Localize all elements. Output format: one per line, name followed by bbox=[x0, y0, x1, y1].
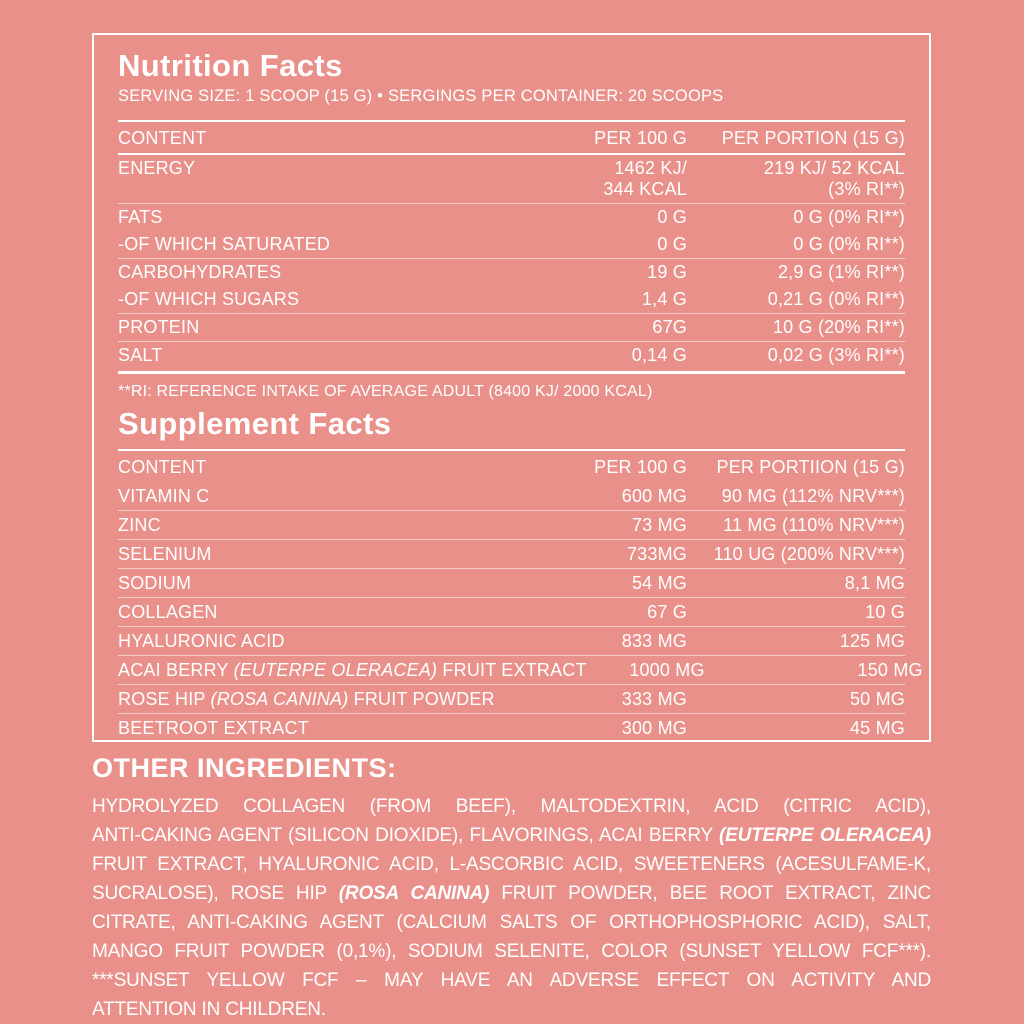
other-ingredients-section bbox=[92, 753, 931, 1024]
table-row bbox=[118, 568, 905, 597]
text-segment: FRUIT EXTRACT, HYALURONIC ACID, L-ASCORBIC ACID, SWEETENERS (ACESULFAME-K, bbox=[92, 854, 931, 875]
table-row bbox=[118, 155, 905, 203]
per-portion-value: 0 G (0% RI**) bbox=[793, 207, 905, 227]
serving-size-line: SERVING SIZE: 1 SCOOP (15 G) • SERGINGS PER CONTAINER: 20 SCOOPS bbox=[118, 87, 724, 105]
text-segment: SELENIUM bbox=[118, 543, 212, 564]
row-label bbox=[118, 631, 569, 652]
row-label bbox=[118, 573, 569, 594]
text-segment: ANTI-CAKING AGENT (SILICON DIOXIDE), FLAVORINGS, ACAI BERRY bbox=[92, 825, 720, 846]
text-segment: MANGO FRUIT POWDER (0,1%), SODIUM SELENITE, COLOR (SUNSET YELLOW FCF***). bbox=[92, 941, 931, 962]
row-label bbox=[118, 660, 587, 681]
per-100g-value: 300 MG bbox=[621, 717, 687, 738]
text-segment: ATTENTION IN CHILDREN. bbox=[92, 999, 326, 1020]
ingredients-line bbox=[92, 908, 931, 937]
table-row bbox=[118, 258, 905, 286]
per-portion-value: 219 KJ/ 52 KCAL (3% RI**) bbox=[763, 158, 905, 199]
facts-panel bbox=[92, 33, 931, 742]
per-100g-value: 0 G bbox=[657, 207, 687, 227]
text-segment: FATS bbox=[118, 207, 163, 227]
per-portion-value: 2,9 G (1% RI**) bbox=[777, 262, 905, 282]
supplement-facts-title: Supplement Facts bbox=[118, 406, 392, 441]
row-label bbox=[118, 234, 569, 255]
per-100g-value: 1462 KJ/ 344 KCAL bbox=[603, 158, 687, 199]
text-segment: PROTEIN bbox=[118, 317, 200, 337]
per-100g-value: 54 MG bbox=[631, 572, 687, 593]
column-header-content: CONTENT bbox=[118, 457, 207, 477]
per-portion-value: 90 MG (112% NRV***) bbox=[721, 485, 905, 506]
column-header-per-portion: PER PORTIION (15 G) bbox=[716, 457, 905, 477]
text-segment: VITAMIN C bbox=[118, 485, 210, 506]
nutrition-table-header bbox=[118, 122, 905, 153]
column-header-content: CONTENT bbox=[118, 128, 207, 148]
column-header-per-portion: PER PORTION (15 G) bbox=[721, 128, 905, 148]
text-segment: FRUIT POWDER bbox=[348, 688, 495, 709]
per-100g-value: 1000 MG bbox=[629, 659, 705, 680]
text-segment: ENERGY bbox=[118, 158, 196, 178]
column-header-per-100g: PER 100 G bbox=[594, 128, 687, 148]
per-portion-value: 150 MG bbox=[857, 659, 923, 680]
row-label bbox=[118, 515, 569, 536]
ingredients-line bbox=[92, 966, 931, 995]
ingredients-line bbox=[92, 792, 931, 821]
species-name: (ROSA CANINA) bbox=[210, 688, 349, 709]
text-segment: SALT bbox=[118, 345, 163, 365]
per-100g-value: 67G bbox=[652, 317, 687, 337]
table-row bbox=[118, 713, 905, 742]
row-label bbox=[118, 289, 569, 310]
per-portion-value: 8,1 MG bbox=[844, 572, 905, 593]
per-100g-value: 67 G bbox=[647, 601, 687, 622]
row-label bbox=[118, 602, 569, 623]
table-row bbox=[118, 286, 905, 313]
per-portion-value: 10 G (20% RI**) bbox=[772, 317, 905, 337]
text-segment: FRUIT POWDER, BEE ROOT EXTRACT, ZINC bbox=[489, 883, 931, 904]
per-100g-value: 600 MG bbox=[621, 485, 687, 506]
text-segment: CARBOHYDRATES bbox=[118, 262, 282, 282]
per-100g-value: 19 G bbox=[647, 262, 687, 282]
row-label bbox=[118, 486, 569, 507]
ingredients-line bbox=[92, 850, 931, 879]
table-row bbox=[118, 626, 905, 655]
supplement-table-header bbox=[118, 451, 905, 482]
per-portion-value: 0,02 G (3% RI**) bbox=[767, 345, 905, 365]
per-portion-value: 0 G (0% RI**) bbox=[793, 234, 905, 254]
table-row bbox=[118, 597, 905, 626]
text-segment: FRUIT EXTRACT bbox=[437, 659, 587, 680]
ingredients-line bbox=[92, 821, 931, 850]
row-label bbox=[118, 544, 569, 565]
row-label bbox=[118, 718, 569, 739]
table-row bbox=[118, 655, 923, 684]
ingredients-line bbox=[92, 995, 931, 1024]
per-100g-value: 0 G bbox=[657, 234, 687, 254]
row-label bbox=[118, 207, 569, 228]
per-portion-value: 125 MG bbox=[839, 630, 905, 651]
text-segment: BEETROOT EXTRACT bbox=[118, 717, 309, 738]
species-name: (EUTERPE OLERACEA) bbox=[719, 825, 931, 846]
per-100g-value: 1,4 G bbox=[641, 289, 687, 309]
table-row bbox=[118, 231, 905, 258]
per-portion-value: 45 MG bbox=[849, 717, 905, 738]
per-100g-value: 833 MG bbox=[621, 630, 687, 651]
per-100g-value: 73 MG bbox=[631, 514, 687, 535]
text-segment: ROSE HIP bbox=[118, 688, 211, 709]
table-row bbox=[118, 510, 905, 539]
per-portion-value: 10 G bbox=[865, 601, 905, 622]
other-ingredients-heading: OTHER INGREDIENTS: bbox=[92, 753, 397, 783]
per-100g-value: 0,14 G bbox=[631, 345, 687, 365]
per-100g-value: 733MG bbox=[626, 543, 687, 564]
table-row bbox=[118, 684, 905, 713]
text-segment: -OF WHICH SATURATED bbox=[118, 234, 331, 254]
divider bbox=[118, 371, 905, 374]
text-segment: ***SUNSET YELLOW FCF – MAY HAVE AN ADVERSE EFFECT ON ACTIVITY AND bbox=[92, 970, 931, 991]
nutrition-facts-title: Nutrition Facts bbox=[118, 48, 343, 83]
text-segment: ZINC bbox=[118, 514, 161, 535]
row-label bbox=[118, 317, 569, 338]
column-header-per-100g: PER 100 G bbox=[594, 457, 687, 477]
table-row bbox=[118, 482, 905, 510]
ingredients-line bbox=[92, 937, 931, 966]
per-portion-value: 50 MG bbox=[849, 688, 905, 709]
text-segment: SUCRALOSE), ROSE HIP bbox=[92, 883, 339, 904]
text-segment: CITRATE, ANTI-CAKING AGENT (CALCIUM SALTS OF ORTHOPHOSPHORIC ACID), SALT, bbox=[92, 912, 931, 933]
table-row bbox=[118, 203, 905, 231]
per-portion-value: 11 MG (110% NRV***) bbox=[723, 514, 905, 535]
nutrition-table bbox=[118, 155, 905, 369]
table-row bbox=[118, 341, 905, 369]
text-segment: COLLAGEN bbox=[118, 601, 218, 622]
row-label bbox=[118, 158, 569, 200]
per-portion-value: 0,21 G (0% RI**) bbox=[767, 289, 905, 309]
text-segment: HYDROLYZED COLLAGEN (FROM BEEF), MALTODEXTRIN, ACID (CITRIC ACID), bbox=[92, 796, 931, 817]
ri-footnote: **RI: REFERENCE INTAKE OF AVERAGE ADULT (8400 KJ/ 2000 KCAL) bbox=[118, 383, 653, 400]
per-100g-value: 333 MG bbox=[621, 688, 687, 709]
supplement-table bbox=[118, 482, 923, 742]
text-segment: ACAI BERRY bbox=[118, 659, 234, 680]
ingredients-paragraph bbox=[92, 792, 931, 1024]
per-portion-value: 110 UG (200% NRV***) bbox=[713, 543, 905, 564]
species-name: (ROSA CANINA) bbox=[338, 883, 490, 904]
row-label bbox=[118, 689, 569, 710]
ingredients-line bbox=[92, 879, 931, 908]
text-segment: HYALURONIC ACID bbox=[118, 630, 285, 651]
row-label bbox=[118, 262, 569, 283]
species-name: (EUTERPE OLERACEA) bbox=[233, 659, 438, 680]
text-segment: -OF WHICH SUGARS bbox=[118, 289, 300, 309]
table-row bbox=[118, 539, 905, 568]
row-label bbox=[118, 345, 569, 366]
table-row bbox=[118, 313, 905, 341]
text-segment: SODIUM bbox=[118, 572, 192, 593]
